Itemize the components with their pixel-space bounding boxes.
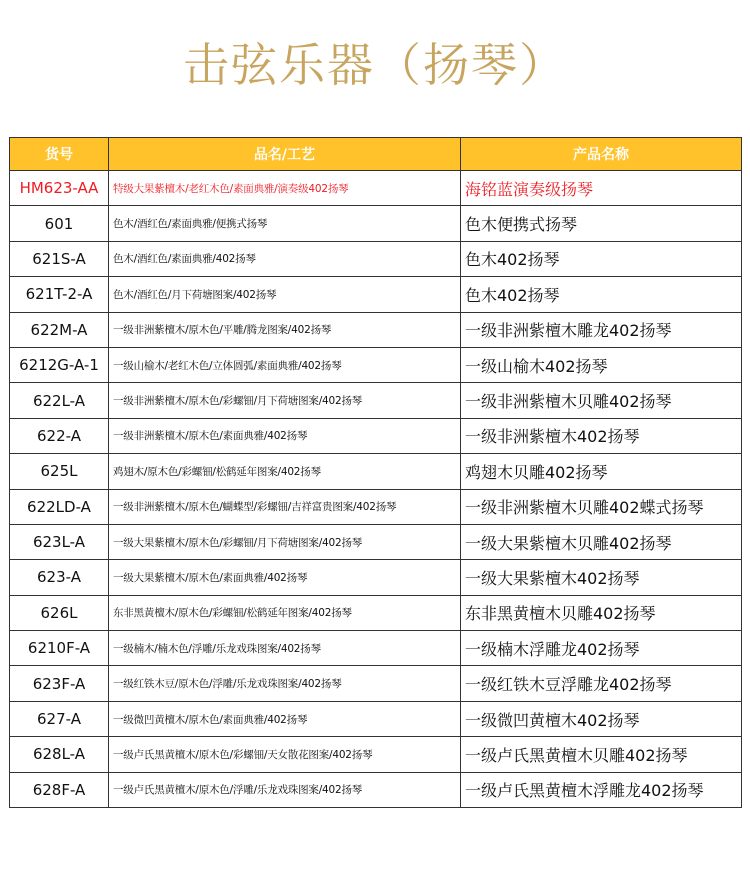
header-code: 货号 — [10, 138, 109, 171]
cell-desc: 一级非洲紫檀木/原木色/彩螺钿/月下荷塘图案/402扬琴 — [109, 383, 461, 418]
cell-name: 一级楠木浮雕龙402扬琴 — [461, 631, 742, 666]
cell-desc: 特级大果紫檀木/老红木色/素面典雅/演奏级402扬琴 — [109, 171, 461, 206]
cell-name: 一级红铁木豆浮雕龙402扬琴 — [461, 666, 742, 701]
table-row — [10, 631, 742, 666]
table-row — [10, 701, 742, 736]
cell-desc: 一级楠木/楠木色/浮雕/乐龙戏珠图案/402扬琴 — [109, 631, 461, 666]
cell-code: 621S-A — [10, 241, 109, 276]
cell-name: 色木402扬琴 — [461, 241, 742, 276]
table-row — [10, 171, 742, 206]
cell-name: 一级大果紫檀木402扬琴 — [461, 560, 742, 595]
cell-name: 一级微凹黄檀木402扬琴 — [461, 701, 742, 736]
table-body — [10, 171, 742, 808]
cell-code: 627-A — [10, 701, 109, 736]
table-row — [10, 418, 742, 453]
cell-name: 一级非洲紫檀木贝雕402蝶式扬琴 — [461, 489, 742, 524]
cell-code: 622M-A — [10, 312, 109, 347]
cell-name: 色木402扬琴 — [461, 277, 742, 312]
cell-desc: 一级卢氏黑黄檀木/原木色/彩螺钿/天女散花图案/402扬琴 — [109, 737, 461, 772]
table-row — [10, 772, 742, 807]
cell-code: 6212G-A-1 — [10, 347, 109, 382]
cell-name: 一级卢氏黑黄檀木贝雕402扬琴 — [461, 737, 742, 772]
cell-code: 6210F-A — [10, 631, 109, 666]
cell-name: 海铭蓝演奏级扬琴 — [461, 171, 742, 206]
cell-code: 625L — [10, 454, 109, 489]
cell-desc: 色木/酒红色/月下荷塘图案/402扬琴 — [109, 277, 461, 312]
cell-name: 色木便携式扬琴 — [461, 206, 742, 241]
page-title: 击弦乐器（扬琴） — [183, 38, 567, 92]
cell-desc: 色木/酒红色/素面典雅/402扬琴 — [109, 241, 461, 276]
cell-code: 628F-A — [10, 772, 109, 807]
cell-desc: 一级非洲紫檀木/原木色/素面典雅/402扬琴 — [109, 418, 461, 453]
header-name: 产品名称 — [461, 138, 742, 171]
cell-desc: 一级非洲紫檀木/原木色/平雕/腾龙图案/402扬琴 — [109, 312, 461, 347]
table-row — [10, 595, 742, 630]
cell-desc: 鸡翅木/原木色/彩螺钿/松鹤延年图案/402扬琴 — [109, 454, 461, 489]
cell-code: 622-A — [10, 418, 109, 453]
cell-name: 一级非洲紫檀木402扬琴 — [461, 418, 742, 453]
cell-code: 623F-A — [10, 666, 109, 701]
table-row — [10, 737, 742, 772]
cell-name: 鸡翅木贝雕402扬琴 — [461, 454, 742, 489]
table-row — [10, 666, 742, 701]
cell-desc: 一级非洲紫檀木/原木色/蝴蝶型/彩螺钿/吉祥富贵图案/402扬琴 — [109, 489, 461, 524]
table-row — [10, 277, 742, 312]
cell-code: 622LD-A — [10, 489, 109, 524]
table-row — [10, 524, 742, 559]
table-row — [10, 347, 742, 382]
cell-desc: 一级卢氏黑黄檀木/原木色/浮雕/乐龙戏珠图案/402扬琴 — [109, 772, 461, 807]
cell-code: 601 — [10, 206, 109, 241]
cell-name: 一级非洲紫檀木贝雕402扬琴 — [461, 383, 742, 418]
cell-name: 一级山榆木402扬琴 — [461, 347, 742, 382]
table-row — [10, 454, 742, 489]
cell-name: 东非黑黄檀木贝雕402扬琴 — [461, 595, 742, 630]
cell-name: 一级卢氏黑黄檀木浮雕龙402扬琴 — [461, 772, 742, 807]
cell-desc: 一级红铁木豆/原木色/浮雕/乐龙戏珠图案/402扬琴 — [109, 666, 461, 701]
cell-name: 一级非洲紫檀木雕龙402扬琴 — [461, 312, 742, 347]
cell-code: 621T-2-A — [10, 277, 109, 312]
cell-desc: 一级大果紫檀木/原木色/素面典雅/402扬琴 — [109, 560, 461, 595]
cell-desc: 东非黑黄檀木/原木色/彩螺钿/松鹤延年图案/402扬琴 — [109, 595, 461, 630]
table-row — [10, 312, 742, 347]
table-row — [10, 560, 742, 595]
product-table — [9, 137, 742, 808]
cell-desc: 色木/酒红色/素面典雅/便携式扬琴 — [109, 206, 461, 241]
cell-code: 623-A — [10, 560, 109, 595]
cell-code: 622L-A — [10, 383, 109, 418]
table-header-row — [10, 138, 742, 171]
header-desc: 品名/工艺 — [109, 138, 461, 171]
table-row — [10, 241, 742, 276]
cell-code: 623L-A — [10, 524, 109, 559]
cell-desc: 一级大果紫檀木/原木色/彩螺钿/月下荷塘图案/402扬琴 — [109, 524, 461, 559]
cell-code: HM623-AA — [10, 171, 109, 206]
cell-code: 628L-A — [10, 737, 109, 772]
cell-name: 一级大果紫檀木贝雕402扬琴 — [461, 524, 742, 559]
table-row — [10, 206, 742, 241]
cell-desc: 一级山榆木/老红木色/立体圆弧/素面典雅/402扬琴 — [109, 347, 461, 382]
table-row — [10, 383, 742, 418]
cell-code: 626L — [10, 595, 109, 630]
cell-desc: 一级微凹黄檀木/原木色/素面典雅/402扬琴 — [109, 701, 461, 736]
table-row — [10, 489, 742, 524]
